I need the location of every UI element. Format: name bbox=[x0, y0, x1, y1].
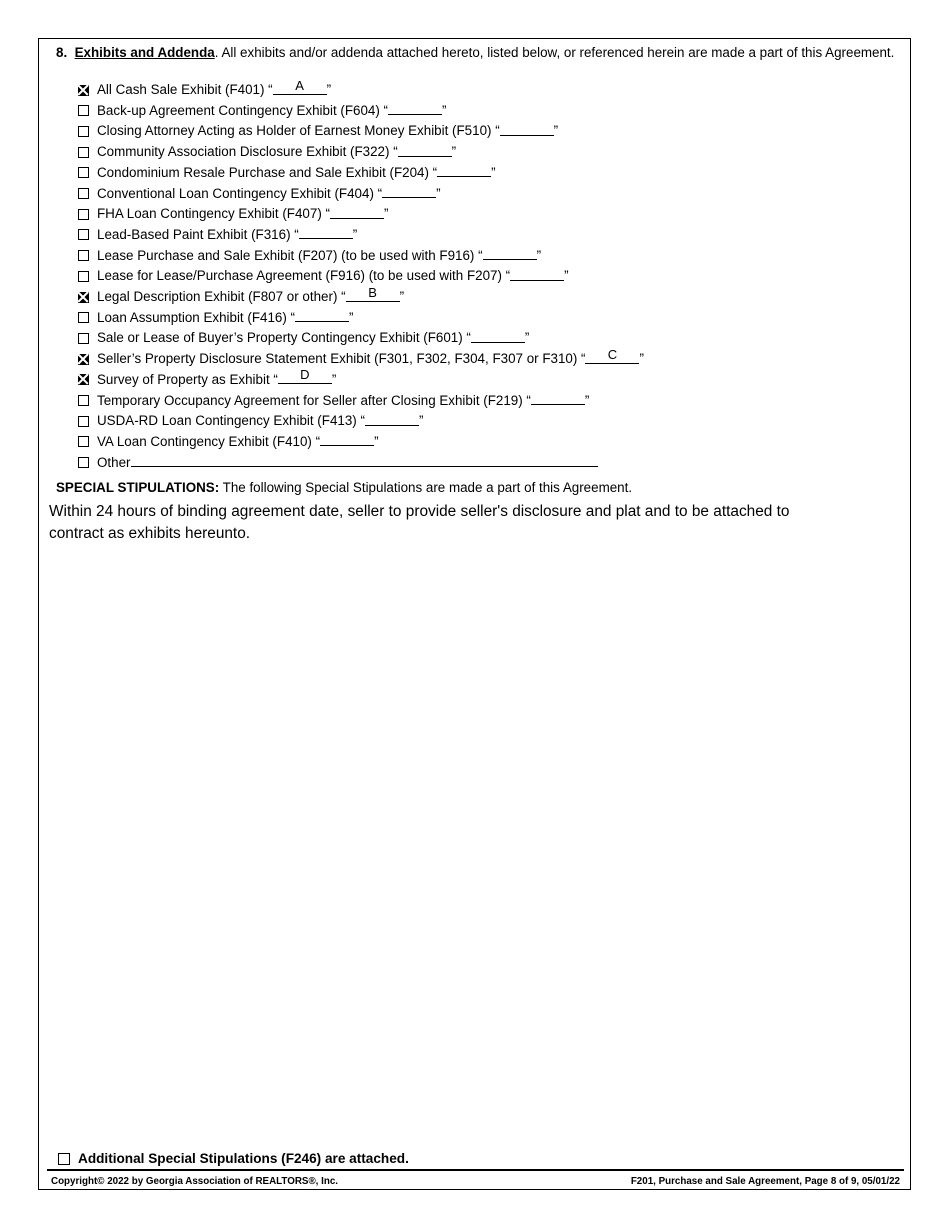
exhibit-checkbox[interactable] bbox=[78, 147, 89, 158]
exhibit-close-quote: ” bbox=[564, 268, 569, 284]
exhibit-close-quote: ” bbox=[553, 123, 559, 139]
exhibit-item bbox=[78, 163, 496, 183]
exhibit-close-quote: ” bbox=[374, 433, 379, 449]
footer-form-id: F201, Purchase and Sale Agreement, Page 8 of 9, 05/01/22 bbox=[630, 1176, 900, 1187]
exhibit-checkbox[interactable] bbox=[78, 436, 89, 447]
exhibit-close-quote: ” bbox=[491, 164, 496, 180]
exhibit-label: Legal Description Exhibit (F807 or other) “ bbox=[97, 289, 346, 304]
exhibit-item bbox=[78, 328, 529, 348]
exhibit-label: Community Association Disclosure Exhibit (F322) “ bbox=[97, 144, 398, 160]
exhibit-checkbox[interactable] bbox=[78, 250, 89, 261]
exhibit-item bbox=[78, 204, 388, 224]
exhibit-checkbox[interactable] bbox=[78, 85, 89, 96]
section-heading bbox=[56, 45, 901, 61]
exhibit-item bbox=[78, 101, 447, 121]
exhibit-close-quote: ” bbox=[524, 330, 530, 346]
exhibit-checkbox[interactable] bbox=[78, 271, 89, 282]
exhibit-letter-field[interactable] bbox=[437, 162, 491, 177]
exhibit-checkbox[interactable] bbox=[78, 188, 89, 199]
exhibit-checkbox[interactable] bbox=[78, 333, 89, 344]
exhibit-close-quote: ” bbox=[418, 413, 424, 429]
exhibit-label: USDA-RD Loan Contingency Exhibit (F413) “ bbox=[97, 413, 365, 429]
exhibit-letter-field[interactable] bbox=[500, 121, 554, 136]
section-title: Exhibits and Addenda bbox=[74, 45, 215, 60]
exhibit-letter-field[interactable] bbox=[131, 452, 598, 467]
exhibit-letter-field[interactable] bbox=[510, 266, 564, 281]
exhibit-label: Loan Assumption Exhibit (F416) “ bbox=[97, 309, 295, 325]
exhibit-checkbox[interactable] bbox=[78, 354, 89, 365]
exhibit-checkbox[interactable] bbox=[78, 312, 89, 323]
exhibit-label: VA Loan Contingency Exhibit (F410) “ bbox=[97, 433, 321, 449]
exhibit-letter-field[interactable] bbox=[295, 307, 349, 322]
exhibit-letter-field[interactable] bbox=[365, 411, 419, 426]
footer-divider bbox=[47, 1169, 904, 1171]
exhibit-letter-field[interactable] bbox=[320, 431, 374, 446]
exhibit-label: Survey of Property as Exhibit “ bbox=[97, 371, 278, 387]
exhibit-item bbox=[78, 246, 541, 266]
exhibit-checkbox[interactable] bbox=[78, 416, 89, 427]
exhibit-label: Back-up Agreement Contingency Exhibit (F604) “ bbox=[97, 102, 389, 118]
additional-stipulations-checkbox[interactable] bbox=[58, 1153, 70, 1165]
special-stipulations-label: SPECIAL STIPULATIONS: bbox=[56, 480, 220, 495]
exhibit-letter-field[interactable] bbox=[388, 100, 442, 115]
exhibit-item bbox=[78, 225, 357, 245]
exhibit-checkbox[interactable] bbox=[78, 395, 89, 406]
exhibit-label: Conventional Loan Contingency Exhibit (F404) “ bbox=[97, 185, 383, 201]
exhibit-item bbox=[78, 77, 332, 100]
exhibit-label: All Cash Sale Exhibit (F401) “ bbox=[97, 82, 273, 97]
exhibit-letter-field[interactable]: B bbox=[346, 287, 400, 302]
exhibit-close-quote: ” bbox=[383, 206, 389, 222]
exhibit-label: Temporary Occupancy Agreement for Seller after Closing Exhibit (F219) “ bbox=[97, 392, 531, 408]
exhibit-close-quote: ” bbox=[584, 392, 590, 408]
exhibit-label: Other bbox=[97, 454, 131, 470]
exhibit-letter-field[interactable] bbox=[531, 390, 585, 405]
exhibit-close-quote: ” bbox=[536, 247, 542, 263]
exhibit-letter-field[interactable] bbox=[299, 224, 353, 239]
special-stipulations-text[interactable]: Within 24 hours of binding agreement date, seller to provide seller's disclosure and plat and to be attached to contract as exhibits hereunto. bbox=[49, 503, 790, 542]
exhibit-letter-field[interactable]: D bbox=[278, 369, 332, 384]
special-stipulations-heading bbox=[56, 480, 632, 495]
exhibit-letter-field[interactable] bbox=[483, 245, 537, 260]
exhibit-close-quote: ” bbox=[326, 82, 332, 97]
exhibit-label: Lease for Lease/Purchase Agreement (F916) (to be used with F207) “ bbox=[97, 268, 511, 284]
exhibit-checkbox[interactable] bbox=[78, 167, 89, 178]
exhibit-label: Closing Attorney Acting as Holder of Earnest Money Exhibit (F510) “ bbox=[97, 123, 500, 139]
exhibit-checkbox[interactable] bbox=[78, 229, 89, 240]
exhibit-item bbox=[78, 367, 337, 390]
exhibit-label: Lead-Based Paint Exhibit (F316) “ bbox=[97, 226, 299, 242]
exhibit-close-quote: ” bbox=[639, 351, 644, 367]
exhibit-item bbox=[78, 284, 405, 307]
additional-stipulations-row bbox=[58, 1151, 409, 1166]
exhibit-letter-field[interactable]: C bbox=[585, 349, 639, 364]
exhibit-item bbox=[78, 453, 598, 473]
exhibit-label: FHA Loan Contingency Exhibit (F407) “ bbox=[97, 206, 330, 222]
exhibit-close-quote: ” bbox=[442, 102, 447, 118]
exhibit-checkbox[interactable] bbox=[78, 374, 89, 385]
exhibit-item bbox=[78, 391, 589, 411]
exhibit-checkbox[interactable] bbox=[78, 105, 89, 116]
exhibit-close-quote: ” bbox=[331, 371, 337, 387]
exhibit-item bbox=[78, 142, 456, 162]
exhibit-label: Condominium Resale Purchase and Sale Exhibit (F204) “ bbox=[97, 164, 438, 180]
exhibit-item bbox=[78, 184, 441, 204]
exhibit-checkbox[interactable] bbox=[78, 292, 89, 303]
exhibit-checkbox[interactable] bbox=[78, 209, 89, 220]
exhibit-letter-field[interactable] bbox=[330, 204, 384, 219]
exhibit-close-quote: ” bbox=[348, 309, 354, 325]
exhibit-item bbox=[78, 308, 353, 328]
exhibit-checkbox[interactable] bbox=[78, 457, 89, 468]
exhibit-label: Lease Purchase and Sale Exhibit (F207) (to be used with F916) “ bbox=[97, 247, 483, 263]
exhibit-item bbox=[78, 411, 423, 431]
exhibit-item bbox=[78, 121, 558, 141]
exhibit-item bbox=[78, 346, 644, 369]
exhibit-item bbox=[78, 266, 569, 286]
special-stipulations-intro: The following Special Stipulations are made a part of this Agreement. bbox=[219, 480, 633, 495]
exhibit-item bbox=[78, 432, 379, 452]
exhibit-letter-field[interactable] bbox=[471, 328, 525, 343]
footer-copyright: Copyright© 2022 by Georgia Association of REALTORS®, Inc. bbox=[51, 1176, 338, 1187]
exhibit-letter-field[interactable] bbox=[382, 183, 436, 198]
exhibit-letter-field[interactable]: A bbox=[273, 80, 327, 95]
exhibit-label: Sale or Lease of Buyer’s Property Contingency Exhibit (F601) “ bbox=[97, 330, 471, 346]
exhibit-checkbox[interactable] bbox=[78, 126, 89, 137]
exhibit-close-quote: ” bbox=[352, 226, 358, 242]
additional-stipulations-label: Additional Special Stipulations (F246) are attached. bbox=[78, 1151, 409, 1166]
exhibit-close-quote: ” bbox=[451, 144, 457, 160]
exhibit-close-quote: ” bbox=[436, 185, 441, 201]
section-intro: . All exhibits and/or addenda attached hereto, listed below, or referenced herein are made a part of this Agreement. bbox=[214, 45, 895, 60]
exhibit-label: Seller’s Property Disclosure Statement Exhibit (F301, F302, F304, F307 or F310) “ bbox=[97, 351, 586, 367]
exhibit-close-quote: ” bbox=[399, 289, 405, 304]
exhibit-letter-field[interactable] bbox=[398, 142, 452, 157]
section-number: 8. bbox=[56, 45, 68, 60]
